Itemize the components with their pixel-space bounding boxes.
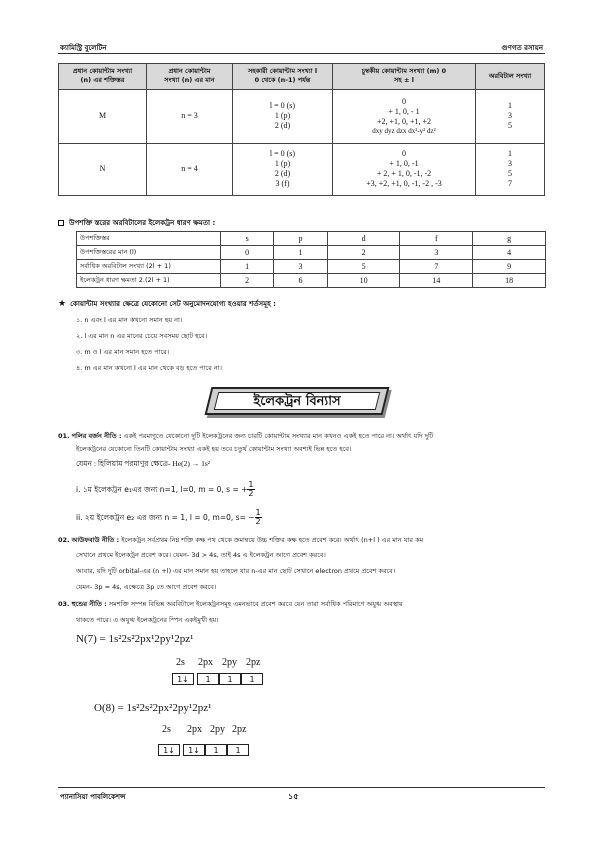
table-row: সর্বাধিক অরবিটাল সংখ্যা (2l + 1) 1 3 5 7 9	[77, 260, 546, 274]
orbital-label: 2pz	[232, 724, 247, 735]
orbital-box: 1↓	[183, 744, 205, 756]
orbital-box: 1↓	[158, 744, 180, 756]
publisher-name: প্যানাসিয়া পাবলিকেশন্স	[60, 793, 126, 801]
table-row: উপশক্তিস্তর s p d f g	[77, 232, 546, 246]
table-row	[59, 89, 545, 143]
qtab-shell: N	[59, 143, 147, 195]
page-number: ১৫	[288, 792, 299, 801]
page-footer	[58, 787, 545, 803]
qtab-header-orbitals: অরবিটাল সংখ্যা	[476, 64, 545, 90]
aufbau-line-4: যেমন- 3p = 4s, এক্ষেত্রে 3p তে আগে প্রবেশ করবে।	[76, 583, 217, 591]
qtab-shell: M	[59, 89, 147, 143]
pauli-line-1: 01. পলির বর্জন নীতি : একই পরমাণুতে যেকোনো দুটি ইলেকট্রনের জন্য চারটি কোয়ান্টাম সংখ্যার মান কখনও একই হতে পারে না। অর্থাৎ যদি দুটি	[58, 432, 434, 440]
list-item: ১. n এবং l এর মান কখনো সমান হয় না।	[76, 316, 183, 324]
pauli-electron-2: ii. ২য় ইলেকট্রন e₂ এর জন্য n = 1, l = 0, m=0, s= − $\frac{1}{2}$	[76, 508, 261, 526]
list-item: ৩. m ও l এর মান সমান হতে পারে।	[76, 348, 170, 356]
orbital-label: 2px	[198, 657, 213, 668]
hund-line-2: থাকতে পারে। এ অযুগ্ম ইলেকট্রনের স্পিন একইমুখী হয়।	[76, 616, 219, 624]
orbital-label: 2s	[176, 657, 185, 668]
orbital-box: 1	[241, 673, 263, 685]
table-row	[59, 143, 545, 195]
qtab-header-n: প্রধান কোয়ান্টাম সংখ্যা (n) এর মান	[147, 64, 233, 90]
qtab-orbitals: 1 3 5	[476, 89, 545, 143]
qtab-l: l = 0 (s) 1 (p) 2 (d) 3 (f)	[233, 143, 333, 195]
oxygen-config: O(8) = 1s²2s²2px²2py¹2pz¹	[94, 702, 212, 714]
section-banner-title: ইলেকট্রন বিন্যাস	[253, 394, 341, 409]
orbital-box: 1↓	[172, 673, 194, 685]
qtab-l: l = 0 (s) 1 (p) 2 (d)	[233, 89, 333, 143]
orbital-box: 1	[227, 744, 249, 756]
aufbau-line-3: আবার, যদি দুটি orbital-এর (n +l) এর মান সমান হয় তাহলে যার n-এর মান ছোট সেখানে electron প্রথমে প্রবেশ করবে।	[76, 567, 396, 575]
orbital-box: 1	[205, 744, 227, 756]
oxygen-orbital-boxes	[158, 744, 249, 756]
qtab-orbitals: 1 3 5 7	[476, 143, 545, 195]
conditions-title: ★ কোয়ান্টাম সংখ্যার ক্ষেত্রে যেকোনো সেট অনুমোদনযোগ্য হওয়ার শর্তসমূহ :	[58, 299, 276, 309]
aufbau-line-1: 02. আউফবাউ নীতি : ইলেকট্রন সর্বপ্রথম নিম্ন শক্তি কক্ষ পথ থেকে ক্রমান্বয়ে উচ্চ শক্তির কক্ষ হতে প্রবেশ করে। অর্থাৎ (n+l ) এর মান যার কম	[58, 536, 424, 544]
nitrogen-config: N(7) = 1s²2s²2px¹2py¹2pz¹	[76, 633, 194, 645]
checkbox-square-icon	[58, 220, 64, 226]
orbital-label: 2py	[210, 724, 225, 735]
aufbau-line-2: সেখানে প্রথমে ইলেকট্রন প্রবেশ করে। যেমন- 3d > 4s, তাই 4s এ ইলেকট্রন আগে প্রবেশ করবে।	[76, 551, 326, 559]
qtab-m: 0 + 1, 0, -1 + 2, + 1, 0, -1, -2 +3, +2, +1, 0, -1, -2 , -3	[333, 143, 476, 195]
pauli-electron-1: i. ১ম ইলেকট্রন e₁এর জন্য n=1, l=0, m = 0, s = + $\frac{1}{2}$	[76, 480, 254, 498]
orbital-label: 2py	[222, 657, 237, 668]
orbital-box: 1	[219, 673, 241, 685]
table-row: উপশক্তিস্তরের মান (l) 0 1 2 3 4	[77, 246, 546, 260]
qtab-n: n = 4	[147, 143, 233, 195]
star-icon: ★	[58, 299, 67, 309]
nitrogen-orbital-boxes	[172, 673, 263, 685]
pauli-example: যেমন : হিলিয়াম পরমাণুর ক্ষেত্রে- He(2) → 1s²	[76, 459, 211, 468]
orbital-box: 1	[197, 673, 219, 685]
qtab-header-m: চুম্বকীয় কোয়ান্টাম সংখ্যা (m) 0 সহ ± l	[333, 64, 476, 90]
qtab-header-l: সহকারী কোয়ান্টাম সংখ্যা l 0 থেকে (n-1) পর্যন্ত	[233, 64, 333, 90]
header-chapter: গুণগত রসায়ন	[501, 44, 543, 52]
orbital-label: 2pz	[246, 657, 261, 668]
list-item: ২. l এর মান n এর মানের চেয়ে সবসময় ছোট হবে।	[76, 332, 208, 340]
table-row: ইলেকট্রন ধারণ ক্ষমতা 2.(2l + 1) 2 6 10 14 18	[77, 274, 546, 288]
subshell-capacity-table	[76, 231, 546, 288]
subshell-section-title: উপশক্তি স্তরের অরবিটালের ইলেকট্রন ধারণ ক্ষমতা :	[58, 217, 215, 229]
list-item: ৪. m এর মান কখনো l এর মান থেকে বড় হতে পারে না।	[76, 364, 222, 372]
qtab-header-shell: প্রধান কোয়ান্টাম সংখ্যা (n) এর শক্তিস্তর	[59, 64, 147, 90]
qtab-m: 0 + 1, 0, - 1 +2, +1, 0, +1, +2 dxy dyz dzx dx²-y² dz²	[333, 89, 476, 143]
orbital-label: 2s	[162, 724, 171, 735]
pauli-line-2: ইলেকট্রনের যেকোনো তিনটি কোয়ান্টাম সংখ্যা একই হয় তবে চতুর্থ কোয়ান্টাম সংখ্যা অবশ্যই ভিন্ন হতে হবে।	[76, 445, 352, 453]
hund-line-1: 03. হুন্ডের নীতি : সমশক্তি সম্পন্ন বিভিন্ন অরবিটালে ইলেকট্রনসমূহ এমনভাবে প্রবেশ করবে যেন তারা সর্বাধিক পরিমাণে অযুগ্ম অবস্থায়	[58, 600, 403, 608]
header-title: ক্যামিস্ট্রি বুলেটিন	[60, 44, 107, 52]
page-header	[58, 40, 545, 54]
quantum-number-table	[58, 63, 545, 196]
qtab-n: n = 3	[147, 89, 233, 143]
orbital-label: 2px	[187, 724, 202, 735]
